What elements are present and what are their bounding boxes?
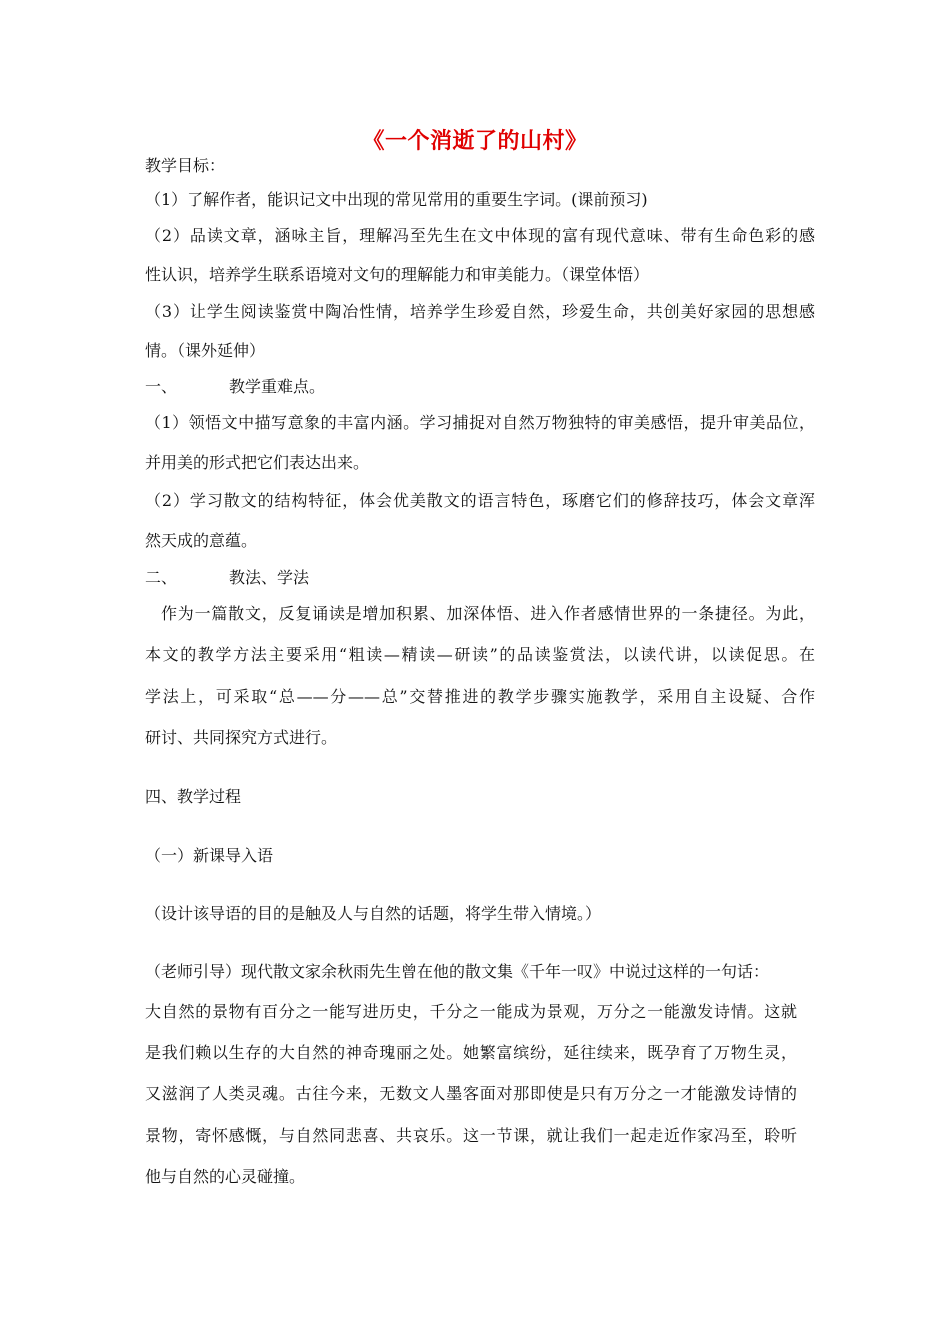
section-number: 一、 bbox=[145, 377, 178, 396]
intro-paragraph-line-3: 是我们赖以生存的大自然的神奇瑰丽之处。她繁富缤纷，延往续来，既孕育了万物生灵， bbox=[145, 1043, 797, 1062]
methods-paragraph-line-2: 本文的教学方法主要采用“粗读—精读—研读”的品读鉴赏法，以读代讲，以读促思。在 bbox=[145, 645, 815, 664]
key-point-2-line-1: （2）学习散文的结构特征，体会优美散文的语言特色，琢磨它们的修辞技巧，体会文章浑 bbox=[145, 491, 815, 510]
methods-paragraph-line-4: 研讨、共同探究方式进行。 bbox=[145, 728, 338, 747]
section-process-heading: 四、教学过程 bbox=[145, 787, 242, 806]
intro-design-note: （设计该导语的目的是触及人与自然的话题，将学生带入情境。） bbox=[145, 904, 602, 923]
key-point-1-line-2: 并用美的形式把它们表达出来。 bbox=[145, 453, 370, 472]
section-key-points-heading bbox=[145, 377, 325, 397]
intro-paragraph-line-6: 他与自然的心灵碰撞。 bbox=[145, 1167, 306, 1186]
intro-paragraph-line-4: 又滋润了人类灵魂。古往今来，无数文人墨客面对那即使是只有万分之一才能激发诗情的 bbox=[145, 1084, 797, 1103]
key-point-2-line-2: 然天成的意蕴。 bbox=[145, 531, 258, 550]
key-point-1-line-1: （1）领悟文中描写意象的丰富内涵。学习捕捉对自然万物独特的审美感悟，提升审美品位， bbox=[145, 413, 815, 432]
objective-2-line-1: （2）品读文章，涵咏主旨，理解冯至先生在文中体现的富有现代意味、带有生命色彩的感 bbox=[145, 226, 815, 245]
section-title: 教法、学法 bbox=[229, 568, 310, 587]
objective-3-line-1: （3）让学生阅读鉴赏中陶冶性情，培养学生珍爱自然，珍爱生命，共创美好家园的思想感 bbox=[145, 302, 815, 321]
objective-1: （1）了解作者，能识记文中出现的常见常用的重要生字词。(课前预习) bbox=[145, 190, 648, 209]
methods-paragraph-line-3: 学法上，可采取“总——分——总”交替推进的教学步骤实施教学，采用自主设疑、合作 bbox=[145, 687, 815, 706]
methods-paragraph-line-1: 作为一篇散文，反复诵读是增加积累、加深体悟、进入作者感情世界的一条捷径。为此， bbox=[161, 604, 815, 623]
intro-paragraph-line-2: 大自然的景物有百分之一能写进历史，千分之一能成为景观，万分之一能激发诗情。这就 bbox=[145, 1002, 797, 1021]
objective-2-line-2: 性认识，培养学生联系语境对文句的理解能力和审美能力。（课堂体悟） bbox=[145, 265, 650, 284]
subsection-intro-heading: （一）新课导入语 bbox=[145, 846, 274, 865]
document-title: 《一个消逝了的山村》 bbox=[362, 129, 588, 154]
section-number: 二、 bbox=[145, 568, 178, 587]
objective-3-line-2: 情。（课外延伸） bbox=[145, 341, 266, 360]
intro-paragraph-line-1: （老师引导）现代散文家余秋雨先生曾在他的散文集《千年一叹》中说过这样的一句话： bbox=[145, 962, 770, 981]
section-title: 教学重难点。 bbox=[229, 377, 326, 396]
intro-paragraph-line-5: 景物，寄怀感慨，与自然同悲喜、共哀乐。这一节课，就让我们一起走近作家冯至，聆听 bbox=[145, 1126, 797, 1145]
objectives-heading: 教学目标： bbox=[145, 156, 226, 175]
section-methods-heading bbox=[145, 568, 309, 588]
